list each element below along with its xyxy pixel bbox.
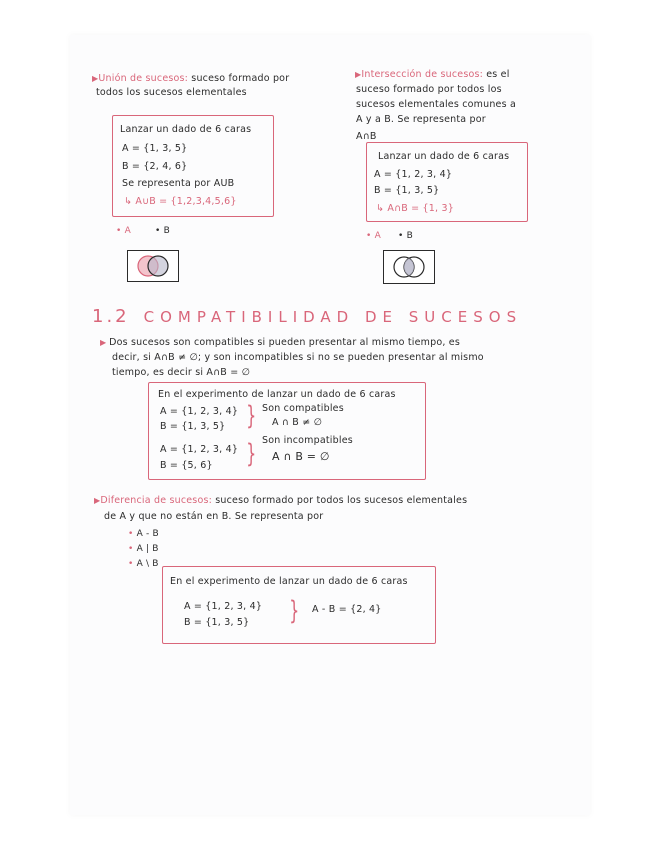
compat-c-label: Son compatibles <box>262 403 344 414</box>
intersection-set-a: A = {1, 2, 3, 4} <box>374 169 453 180</box>
union-heading: ▶Unión de sucesos: suceso formado por <box>92 73 290 84</box>
difference-option-1: • A - B <box>128 529 159 539</box>
intersection-venn-svg <box>384 251 434 283</box>
union-set-b: B = {2, 4, 6} <box>122 161 188 172</box>
compat-i-expr: A ∩ B = ∅ <box>272 450 330 463</box>
compat-brace-1: } <box>246 401 257 431</box>
compat-c-set-b: B = {1, 3, 5} <box>160 421 226 432</box>
compat-i-set-b: B = {5, 6} <box>160 460 213 471</box>
intersection-def-2: suceso formado por todos los <box>356 84 502 95</box>
section-heading <box>92 306 522 327</box>
intersection-heading: ▶Intersección de sucesos: es el <box>355 69 510 80</box>
difference-def-2: de A y que no están en B. Se representa por <box>104 511 324 522</box>
intersection-result: ↳ A∩B = {1, 3} <box>376 203 454 214</box>
intersection-venn-diagram <box>383 250 435 284</box>
compat-i-set-a: A = {1, 2, 3, 4} <box>160 444 239 455</box>
compat-text-1: Dos sucesos son compatibles si pueden presentar al mismo tiempo, es <box>109 337 460 348</box>
difference-set-a: A = {1, 2, 3, 4} <box>184 601 263 612</box>
union-result: ↳ A∪B = {1,2,3,4,5,6} <box>124 196 237 207</box>
difference-def-1: suceso formado por todos los sucesos elementales <box>212 495 468 506</box>
union-box-line1: Lanzar un dado de 6 caras <box>120 124 252 135</box>
compat-box-line1: En el experimento de lanzar un dado de 6 caras <box>158 389 396 400</box>
compat-brace-2: } <box>246 439 257 469</box>
intersection-title: Intersección de sucesos: <box>361 69 484 80</box>
union-set-a: A = {1, 3, 5} <box>122 143 188 154</box>
intersection-set-b: B = {1, 3, 5} <box>374 185 440 196</box>
difference-set-b: B = {1, 3, 5} <box>184 617 250 628</box>
intersection-legend-b: • B <box>398 231 413 241</box>
union-venn-diagram <box>127 250 179 282</box>
intersection-def-1: es el <box>483 69 510 80</box>
union-notation: Se representa por AUB <box>122 178 235 189</box>
intersection-def-3: sucesos elementales comunes a <box>356 99 516 110</box>
compat-line-1: ▶ Dos sucesos son compatibles si pueden presentar al mismo tiempo, es <box>100 337 460 348</box>
section-number: 1.2 <box>92 306 130 327</box>
difference-option-3: • A \ B <box>128 559 159 569</box>
intersection-box-line1: Lanzar un dado de 6 caras <box>378 151 510 162</box>
difference-box-line1: En el experimento de lanzar un dado de 6 caras <box>170 576 408 587</box>
union-venn-svg <box>128 251 178 281</box>
difference-brace: } <box>289 596 300 626</box>
compat-c-expr: A ∩ B ≠ ∅ <box>272 417 323 428</box>
union-legend-b: • B <box>155 226 170 236</box>
union-legend-a: • A <box>116 226 131 236</box>
union-title: Unión de sucesos: <box>98 73 189 84</box>
compat-line-3: tiempo, es decir si A∩B = ∅ <box>112 367 251 378</box>
union-def-2: todos los sucesos elementales <box>96 87 247 98</box>
intersection-legend-a: • A <box>366 231 381 241</box>
compat-i-label: Son incompatibles <box>262 435 353 446</box>
union-def-1: suceso formado por <box>188 73 290 84</box>
section-title: COMPATIBILIDAD DE SUCESOS <box>143 308 523 326</box>
compat-c-set-a: A = {1, 2, 3, 4} <box>160 406 239 417</box>
compat-line-2: decir, si A∩B ≠ ∅; y son incompatibles si no se pueden presentar al mismo <box>112 352 484 363</box>
difference-title: Diferencia de sucesos: <box>100 495 213 506</box>
intersection-symbol: A∩B <box>356 131 377 142</box>
difference-option-2: • A | B <box>128 544 159 554</box>
intersection-def-4: A y a B. Se representa por <box>356 114 486 125</box>
difference-heading: ▶Diferencia de sucesos: suceso formado por todos los sucesos elementales <box>94 495 468 506</box>
difference-result: A - B = {2, 4} <box>312 604 382 615</box>
